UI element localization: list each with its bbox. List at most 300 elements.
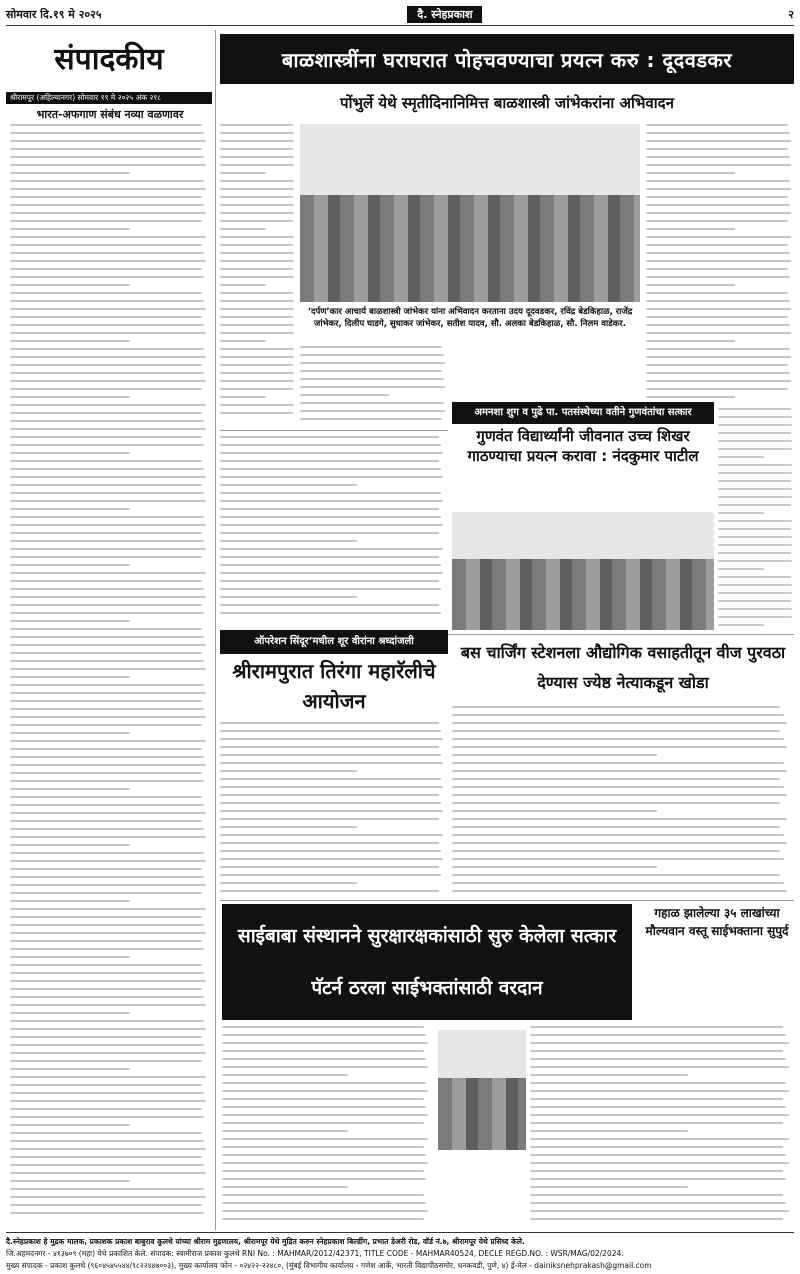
- text-line: [222, 1194, 424, 1196]
- text-line: [452, 794, 787, 796]
- sindoor-body-text: [220, 722, 448, 898]
- text-line: [10, 948, 204, 950]
- text-line: [220, 124, 293, 126]
- text-line: [718, 616, 792, 618]
- text-line: [530, 1218, 783, 1220]
- text-line: [10, 556, 202, 558]
- text-line: [10, 508, 130, 510]
- text-line: [530, 1034, 786, 1036]
- text-line: [10, 772, 202, 774]
- text-line: [646, 132, 790, 134]
- text-line: [10, 860, 206, 862]
- text-line: [10, 516, 204, 518]
- text-line: [222, 1034, 426, 1036]
- text-line: [220, 436, 439, 438]
- text-line: [718, 488, 792, 490]
- sai-body-text-right: [530, 1026, 794, 1226]
- text-line: [530, 1066, 789, 1068]
- text-line: [10, 236, 206, 238]
- text-line: [300, 346, 442, 348]
- lead-subheadline: पोंभुर्ले येथे स्मृतीदिनानिमित्त बाळशास्त्री जांभेकरांना अभिवादन: [340, 94, 674, 112]
- text-line: [10, 940, 202, 942]
- text-line: [10, 1108, 202, 1110]
- text-line: [10, 1196, 206, 1198]
- text-line: [646, 212, 791, 214]
- text-line: [220, 348, 294, 350]
- text-line: [10, 452, 130, 454]
- text-line: [10, 1052, 206, 1054]
- text-line: [10, 628, 202, 630]
- text-line: [10, 180, 204, 182]
- text-line: [222, 1082, 426, 1084]
- text-line: [452, 786, 784, 788]
- text-line: [718, 408, 791, 410]
- text-line: [718, 504, 791, 506]
- text-line: [10, 332, 206, 334]
- text-line: [10, 1164, 204, 1166]
- text-line: [10, 1068, 130, 1070]
- text-line: [220, 588, 441, 590]
- text-line: [220, 276, 294, 278]
- text-line: [10, 828, 204, 830]
- text-line: [220, 556, 439, 558]
- text-line: [222, 1106, 426, 1108]
- text-line: [10, 668, 206, 670]
- text-line: [220, 492, 441, 494]
- text-line: [10, 956, 130, 958]
- text-line: [452, 738, 784, 740]
- text-line: [220, 500, 443, 502]
- text-line: [10, 892, 202, 894]
- text-line: [222, 1114, 428, 1116]
- text-line: [220, 754, 441, 756]
- bus-headline: बस चार्जिंग स्टेशनला औद्योगिक वसाहतीतून वीज पुरवठा देण्यास ज्येष्ठ नेत्याकडून खोडा: [460, 643, 786, 692]
- text-line: [220, 548, 443, 550]
- text-line: [718, 624, 764, 626]
- text-line: [530, 1058, 786, 1060]
- text-line: [10, 1076, 206, 1078]
- text-line: [10, 1012, 130, 1014]
- photo-background: [452, 512, 714, 559]
- text-line: [10, 972, 204, 974]
- text-line: [220, 476, 443, 478]
- text-line: [10, 444, 204, 446]
- text-line: [452, 842, 787, 844]
- photo-background: [438, 1030, 526, 1078]
- text-line: [646, 284, 735, 286]
- text-line: [646, 164, 791, 166]
- photo-background: [300, 124, 640, 195]
- text-line: [718, 544, 792, 546]
- text-line: [10, 364, 202, 366]
- text-line: [10, 1212, 204, 1214]
- text-line: [220, 874, 441, 876]
- text-line: [452, 834, 784, 836]
- text-line: [530, 1026, 783, 1028]
- text-line: [10, 1140, 204, 1142]
- text-line: [10, 548, 206, 550]
- text-line: [10, 820, 202, 822]
- text-line: [10, 732, 130, 734]
- text-line: [220, 826, 357, 828]
- text-line: [646, 172, 735, 174]
- text-line: [220, 444, 441, 446]
- text-line: [10, 652, 202, 654]
- text-line: [222, 1170, 424, 1172]
- text-line: [646, 244, 788, 246]
- text-line: [222, 1130, 348, 1132]
- publication-name: दै. स्नेहप्रकाश: [407, 6, 482, 23]
- text-line: [718, 584, 792, 586]
- text-line: [530, 1186, 688, 1188]
- text-line: [530, 1138, 789, 1140]
- text-line: [220, 172, 266, 174]
- lead-photo: [300, 124, 640, 302]
- text-line: [10, 324, 204, 326]
- text-line: [530, 1106, 786, 1108]
- text-line: [646, 356, 791, 358]
- text-line: [222, 1154, 426, 1156]
- text-line: [10, 340, 130, 342]
- text-line: [222, 1186, 348, 1188]
- text-line: [10, 172, 130, 174]
- text-line: [10, 692, 206, 694]
- text-line: [220, 372, 294, 374]
- text-line: [10, 900, 130, 902]
- text-line: [718, 600, 791, 602]
- text-line: [10, 260, 206, 262]
- text-line: [646, 332, 791, 334]
- text-line: [10, 276, 204, 278]
- text-line: [220, 516, 441, 518]
- text-line: [300, 362, 445, 364]
- text-line: [10, 412, 202, 414]
- text-line: [220, 220, 293, 222]
- text-line: [718, 552, 791, 554]
- text-line: [718, 528, 791, 530]
- text-line: [222, 1050, 424, 1052]
- text-line: [452, 858, 784, 860]
- text-line: [220, 180, 294, 182]
- text-line: [646, 308, 791, 310]
- text-line: [222, 1026, 424, 1028]
- text-line: [220, 540, 357, 542]
- text-line: [530, 1082, 786, 1084]
- text-line: [222, 1210, 428, 1212]
- text-line: [646, 372, 790, 374]
- text-line: [220, 388, 293, 390]
- text-line: [10, 476, 206, 478]
- text-line: [220, 404, 294, 406]
- text-line: [646, 140, 791, 142]
- text-line: [220, 236, 294, 238]
- text-line: [220, 604, 439, 606]
- text-line: [220, 890, 439, 892]
- text-line: [220, 882, 357, 884]
- editorial-masthead: संपादकीय: [54, 42, 164, 77]
- text-line: [452, 866, 657, 868]
- text-line: [222, 1098, 424, 1100]
- text-line: [10, 468, 204, 470]
- text-line: [220, 564, 441, 566]
- text-line: [10, 1100, 206, 1102]
- text-line: [10, 268, 202, 270]
- text-line: [10, 140, 206, 142]
- text-line: [300, 354, 444, 356]
- text-line: [452, 706, 780, 708]
- text-line: [220, 244, 293, 246]
- text-line: [646, 252, 790, 254]
- text-line: [10, 588, 204, 590]
- text-line: [10, 916, 202, 918]
- text-line: [10, 1060, 202, 1062]
- text-line: [530, 1178, 786, 1180]
- text-line: [646, 364, 788, 366]
- gunvant-kicker: अमनशा शुग व पुढे पा. पतसंस्थेच्या वतीने गुणवंतांचा सत्कार: [452, 402, 714, 424]
- text-line: [10, 604, 202, 606]
- text-line: [222, 1074, 348, 1076]
- text-line: [646, 188, 791, 190]
- text-line: [220, 332, 294, 334]
- text-line: [220, 484, 357, 486]
- lead-headline: बाळशास्त्रींना घराघरात पोहचवण्याचा प्रयत्न करु : दूदवडकर: [220, 34, 794, 84]
- text-line: [10, 876, 204, 878]
- text-line: [220, 460, 439, 462]
- text-line: [220, 786, 443, 788]
- text-line: [220, 212, 294, 214]
- text-line: [10, 492, 204, 494]
- text-line: [530, 1122, 783, 1124]
- text-line: [10, 1004, 206, 1006]
- text-line: [222, 1058, 426, 1060]
- text-line: [222, 1090, 428, 1092]
- text-line: [220, 300, 294, 302]
- text-line: [10, 1172, 206, 1174]
- text-line: [220, 268, 293, 270]
- gunvant-headline: गुणवंत विद्यार्थ्यांनी जीवनात उच्च शिखर गाठण्याचा प्रयत्न करावा : नंदकुमार पाटील: [467, 427, 699, 465]
- text-line: [220, 340, 266, 342]
- text-line: [10, 228, 130, 230]
- text-line: [220, 612, 441, 614]
- text-line: [646, 348, 790, 350]
- text-line: [10, 164, 206, 166]
- text-line: [220, 842, 439, 844]
- text-line: [718, 496, 792, 498]
- text-line: [646, 196, 788, 198]
- text-line: [718, 480, 791, 482]
- text-line: [220, 292, 293, 294]
- text-line: [646, 388, 788, 390]
- text-line: [646, 148, 788, 150]
- text-line: [220, 802, 441, 804]
- text-line: [300, 378, 444, 380]
- text-line: [10, 620, 130, 622]
- text-line: [10, 676, 130, 678]
- editorial-dateline: श्रीरामपूर (अहिल्यानगर) सोमवार १९ मे २०२५ अंक २१८: [6, 92, 212, 104]
- sai-photo: [438, 1030, 526, 1150]
- text-line: [10, 996, 204, 998]
- text-line: [10, 148, 202, 150]
- text-line: [530, 1114, 789, 1116]
- sindoor-headline: श्रीरामपुरात तिरंगा महारॅलीचे आयोजन: [232, 659, 436, 713]
- text-line: [718, 416, 792, 418]
- text-line: [646, 380, 791, 382]
- text-line: [718, 456, 764, 458]
- text-line: [10, 980, 206, 982]
- text-line: [10, 356, 206, 358]
- text-line: [10, 484, 202, 486]
- text-line: [10, 1116, 204, 1118]
- text-line: [10, 220, 202, 222]
- text-line: [300, 394, 389, 396]
- text-line: [452, 778, 780, 780]
- photo-people: [300, 195, 640, 302]
- text-line: [718, 560, 792, 562]
- text-line: [530, 1162, 789, 1164]
- text-line: [646, 204, 790, 206]
- text-line: [220, 324, 294, 326]
- text-line: [530, 1194, 783, 1196]
- text-line: [222, 1042, 428, 1044]
- text-line: [10, 764, 206, 766]
- text-line: [452, 722, 787, 724]
- text-line: [220, 204, 294, 206]
- editorial-article-title: भारत-अफगाण संबंध नव्या वळणावर: [36, 108, 184, 121]
- page-number: २: [788, 8, 794, 21]
- text-line: [10, 316, 202, 318]
- text-line: [10, 204, 204, 206]
- text-line: [452, 762, 784, 764]
- text-line: [300, 418, 442, 420]
- text-line: [10, 836, 206, 838]
- text-line: [452, 810, 657, 812]
- text-line: [10, 396, 130, 398]
- text-line: [220, 316, 293, 318]
- text-line: [220, 356, 294, 358]
- text-line: [220, 834, 443, 836]
- text-line: [10, 1036, 202, 1038]
- text-line: [220, 380, 294, 382]
- text-line: [718, 592, 792, 594]
- text-line: [220, 148, 293, 150]
- text-line: [10, 348, 204, 350]
- text-line: [646, 228, 735, 230]
- text-line: [220, 508, 439, 510]
- text-line: [220, 452, 443, 454]
- gunvant-body-text-right: [718, 408, 794, 634]
- imprint-footer: [6, 1232, 794, 1270]
- text-line: [10, 1044, 204, 1046]
- text-line: [530, 1042, 789, 1044]
- text-line: [452, 714, 784, 716]
- text-line: [220, 396, 266, 398]
- text-line: [220, 532, 439, 534]
- text-line: [10, 644, 206, 646]
- text-line: [10, 884, 206, 886]
- text-line: [220, 858, 443, 860]
- text-line: [222, 1178, 426, 1180]
- text-line: [718, 520, 792, 522]
- text-line: [10, 540, 204, 542]
- text-line: [718, 472, 792, 474]
- text-line: [220, 308, 294, 310]
- text-line: [220, 794, 439, 796]
- text-line: [452, 730, 780, 732]
- footer-line-1: दै.स्नेहप्रकाश हे मुद्रक मालक, प्रकाशक प्रकाश बाबुराव कुलथे यांच्या श्रीराम मुद्रणालय, श्रीरामपूर येथे मुद्रित करुन स्नेहप्रकाश बिल्डींग, प्रभात डेअरी रोड, वॉर्ड नं.७, श्रीरामपूर येथे प्रसिध्द केले.: [6, 1237, 525, 1246]
- text-line: [10, 564, 130, 566]
- text-line: [10, 404, 206, 406]
- text-line: [10, 1020, 204, 1022]
- text-line: [10, 460, 202, 462]
- text-line: [452, 802, 780, 804]
- text-line: [220, 866, 439, 868]
- text-line: [646, 292, 788, 294]
- text-line: [530, 1202, 786, 1204]
- text-line: [10, 596, 206, 598]
- text-line: [530, 1050, 783, 1052]
- text-line: [10, 284, 130, 286]
- text-line: [222, 1202, 426, 1204]
- text-line: [718, 608, 792, 610]
- text-line: [10, 932, 206, 934]
- text-line: [452, 882, 784, 884]
- text-line: [646, 276, 790, 278]
- text-line: [220, 818, 439, 820]
- text-line: [718, 568, 764, 570]
- footer-line-2: जि.अहमदनगर - ४१३७०९ (महा) येथे प्रकाशित केले. संपादक: स्वामीराज प्रकाश कुलथे RNI No. : MAHMAR/2012/42371, TITLE CODE - MAHMAR40524, DECLE REGD.NO. : WSR/MAG/02/2024.: [6, 1249, 624, 1258]
- text-line: [10, 212, 206, 214]
- sai-side-headline: गहाळ झालेल्या ३५ लाखांच्या मौल्यवान वस्तू साईभक्ताना सुपुर्द: [645, 906, 789, 938]
- text-line: [646, 324, 790, 326]
- text-line: [10, 1148, 206, 1150]
- text-line: [718, 448, 792, 450]
- text-line: [646, 268, 788, 270]
- text-line: [10, 1204, 202, 1206]
- text-line: [220, 524, 443, 526]
- text-line: [220, 260, 294, 262]
- text-line: [10, 868, 202, 870]
- text-line: [220, 572, 443, 574]
- text-line: [10, 372, 204, 374]
- text-line: [452, 874, 780, 876]
- text-line: [300, 386, 445, 388]
- text-line: [646, 124, 788, 126]
- text-line: [220, 228, 266, 230]
- text-line: [220, 580, 439, 582]
- text-line: [10, 196, 202, 198]
- lead-body-text-left: [220, 124, 296, 424]
- lead-photo-caption: ‘दर्पण’कार आचार्य बाळशास्त्री जांभेकर यांना अभिवादन करताना उदय दूदवडकर, रविंद्र बेडकिहाळ, राजेंद्र जांभेकर, दिलीप घाडगे, सुधाकर जांभेकर, सतीश यादव, सौ. अलका बेडकिहाळ, सौ. निलम वाडेकर.: [307, 307, 633, 329]
- text-line: [10, 188, 206, 190]
- text-line: [220, 722, 439, 724]
- issue-date: सोमवार दि.१९ मे २०२५: [6, 8, 102, 21]
- text-line: [646, 396, 735, 398]
- text-line: [10, 524, 206, 526]
- section-divider: [220, 900, 794, 901]
- text-line: [10, 708, 204, 710]
- text-line: [10, 1188, 204, 1190]
- text-line: [220, 284, 266, 286]
- text-line: [220, 596, 357, 598]
- text-line: [646, 156, 790, 158]
- text-line: [10, 1132, 202, 1134]
- text-line: [220, 770, 357, 772]
- text-line: [10, 748, 202, 750]
- text-line: [10, 684, 204, 686]
- photo-person: [438, 1078, 526, 1150]
- text-line: [10, 1124, 130, 1126]
- text-line: [10, 780, 204, 782]
